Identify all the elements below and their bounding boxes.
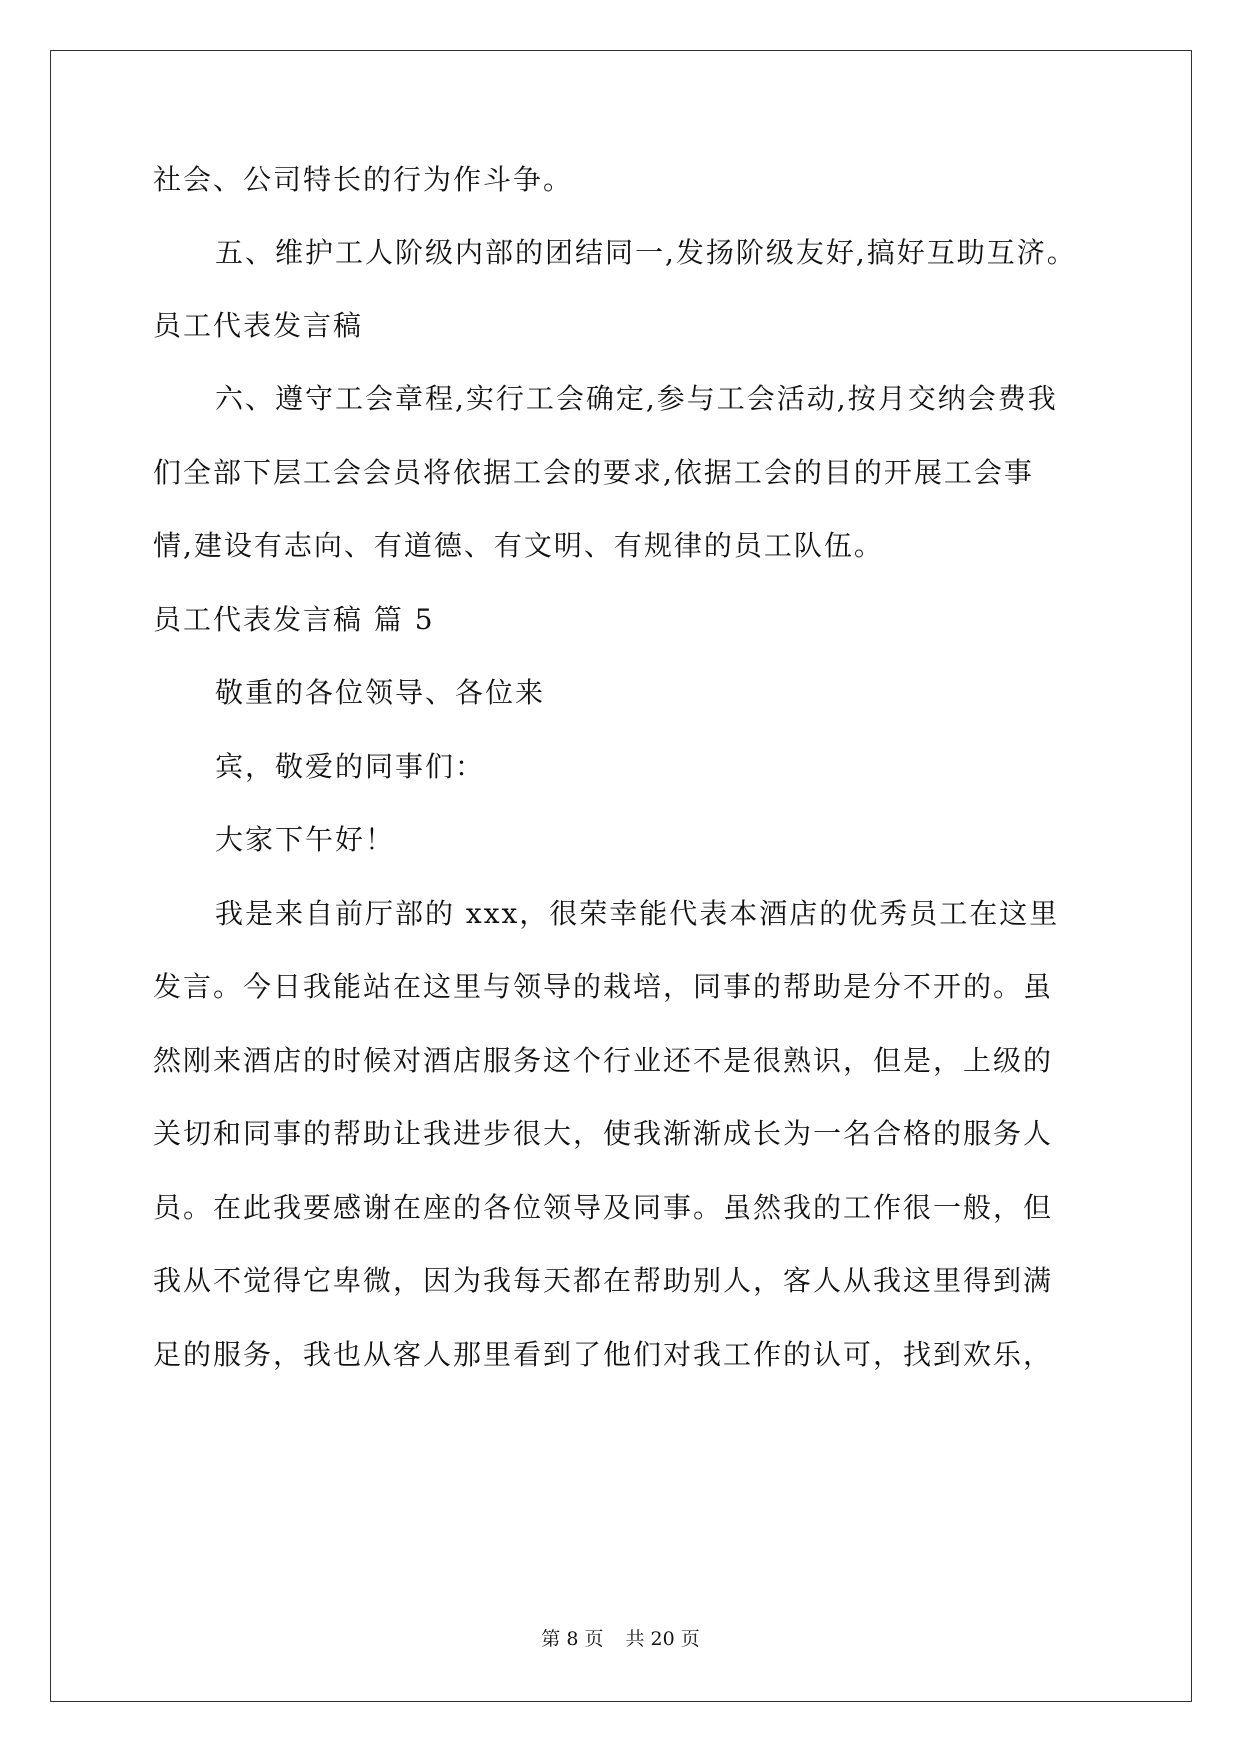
salutation-line: 宾，敬爱的同事们：	[215, 750, 486, 783]
text-line: 情,建设有志向、有道德、有文明、有规律的员工队伍。	[153, 529, 884, 562]
text-line: 我从不觉得它卑微，因为我每天都在帮助别人，客人从我这里得到满	[153, 1264, 1054, 1297]
page-number: 第 8 页	[541, 1628, 604, 1650]
text-line: 关切和同事的帮助让我进步很大，使我渐渐成长为一名合格的服务人	[153, 1117, 1054, 1150]
text-line: 我是来自前厅部的 xxx，很荣幸能代表本酒店的优秀员工在这里	[215, 897, 1060, 930]
text-line: 足的服务，我也从客人那里看到了他们对我工作的认可，找到欢乐，	[153, 1338, 1054, 1371]
text-line: 社会、公司特长的行为作斗争。	[153, 163, 574, 196]
text-line: 然刚来酒店的时候对酒店服务这个行业还不是很熟识，但是，上级的	[153, 1044, 1054, 1077]
text-line: 五、维护工人阶级内部的团结同一,发扬阶级友好,搞好互助互济。	[215, 236, 1077, 269]
greeting-line: 大家下午好！	[215, 823, 396, 856]
text-line: 六、遵守工会章程,实行工会确定,参与工会活动,按月交纳会费我	[215, 382, 1058, 415]
salutation-line: 敬重的各位领导、各位来	[215, 676, 546, 709]
page-total: 共 20 页	[625, 1628, 700, 1650]
section-heading: 员工代表发言稿	[153, 309, 364, 342]
page-footer	[0, 1624, 1241, 1651]
section-heading: 员工代表发言稿 篇 5	[153, 603, 435, 636]
text-line: 们全部下层工会会员将依据工会的要求,依据工会的目的开展工会事	[153, 456, 1034, 489]
text-line: 发言。今日我能站在这里与领导的栽培，同事的帮助是分不开的。虽	[153, 970, 1054, 1003]
text-line: 员。在此我要感谢在座的各位领导及同事。虽然我的工作很一般，但	[153, 1191, 1054, 1224]
page-border	[50, 50, 1192, 1702]
